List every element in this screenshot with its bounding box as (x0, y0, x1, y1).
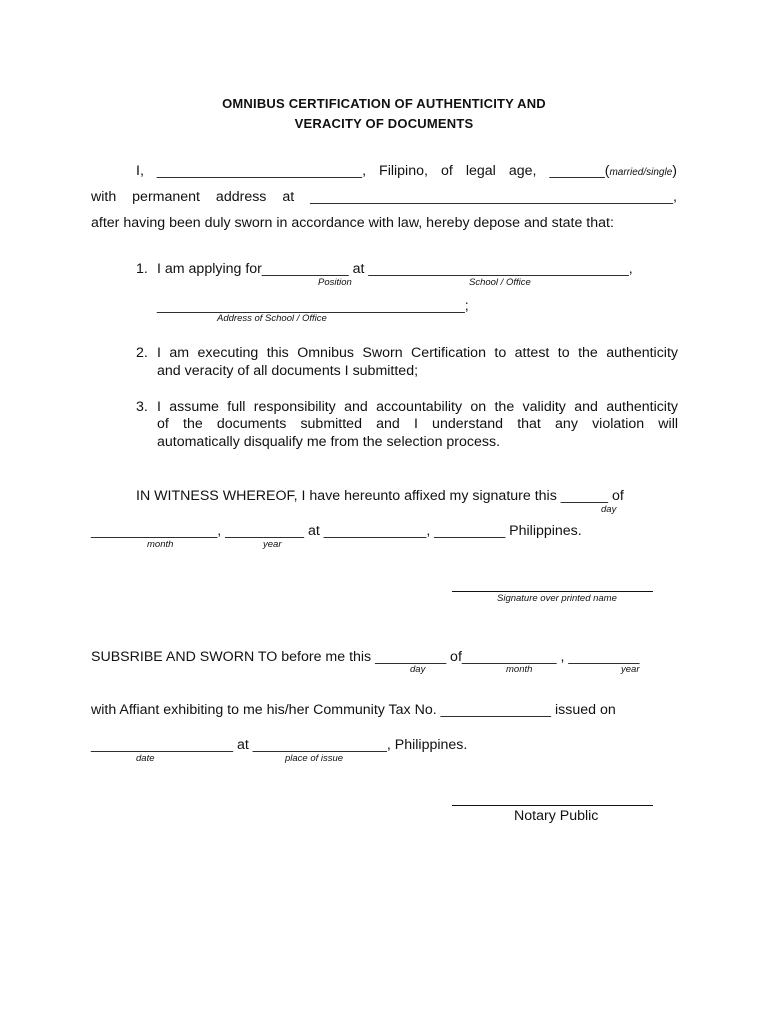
position-caption: Position (318, 277, 352, 288)
item-3-line-3: automatically disqualify me from the selection process. (157, 434, 501, 450)
signature-line (452, 591, 653, 592)
witness-month-caption: month (147, 539, 174, 550)
document-title-line-2: VERACITY OF DOCUMENTS (294, 116, 474, 131)
intro-line-1-text: I, __________________________, Filipino, of legal age, _______( (136, 163, 610, 179)
item-3-number: 3. (136, 399, 148, 415)
intro-line-1 (136, 162, 677, 182)
witness-day-caption: day (601, 504, 617, 515)
item-2-line-1: I am executing this Omnibus Sworn Certification to attest to the authenticity (157, 345, 678, 361)
sworn-line: SUBSRIBE AND SWORN TO before me this _________ of____________ , _________ (91, 649, 640, 665)
notary-public-label: Notary Public (514, 808, 599, 824)
intro-line-2: with permanent address at ______________________________________________, (91, 189, 677, 205)
item-2-line-2: and veracity of all documents I submitted; (157, 363, 419, 379)
civil-status-hint: married/single (609, 167, 673, 178)
issue-date-caption: date (136, 753, 155, 764)
witness-line-2: ________________, __________ at _____________, _________ Philippines. (91, 523, 582, 539)
sworn-year-caption: year (621, 664, 640, 675)
issue-place-caption: place of issue (285, 753, 344, 764)
item-3-line-1: I assume full responsibility and accountability on the validity and authenticity (157, 399, 678, 415)
witness-line-1: IN WITNESS WHEREOF, I have hereunto affixed my signature this ______ of (136, 488, 624, 504)
sworn-month-caption: month (506, 664, 533, 675)
affiant-line: with Affiant exhibiting to me his/her Community Tax No. ______________ issued on (91, 702, 616, 718)
notary-signature-line (452, 805, 653, 806)
item-3-line-2: of the documents submitted and I understand that any violation will (157, 416, 678, 432)
issue-line: __________________ at _________________, Philippines. (91, 737, 468, 753)
sworn-day-caption: day (410, 664, 426, 675)
document-title-line-1: OMNIBUS CERTIFICATION OF AUTHENTICITY AND (222, 96, 546, 111)
intro-line-1-close: ) (672, 163, 677, 179)
item-1-line-2: _______________________________________; (157, 298, 469, 314)
signature-caption: Signature over printed name (497, 593, 617, 604)
item-2-number: 2. (136, 345, 148, 361)
item-1-line-1: I am applying for___________ at _________________________________, (157, 261, 633, 277)
intro-line-3: after having been duly sworn in accordance with law, hereby depose and state that: (91, 215, 614, 231)
witness-year-caption: year (263, 539, 282, 550)
item-1-number: 1. (136, 261, 148, 277)
school-office-caption: School / Office (469, 277, 531, 288)
address-caption: Address of School / Office (217, 313, 327, 324)
